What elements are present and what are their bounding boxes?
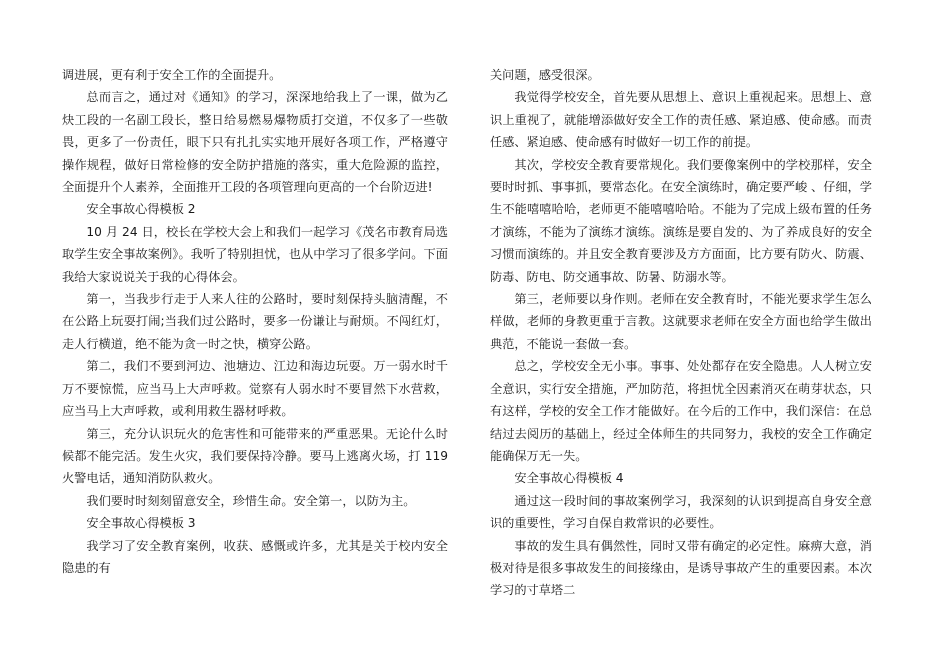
paragraph: 总而言之，通过对《通知》的学习，深深地给我上了一课，做为乙炔工段的一名副工段长，整日给易燃易爆物质打交道，不仅多了一些敬畏，更多了一份责任，眼下只有扎扎实实地开展好各项工作，严格遵守操作规程，做好日常检修的安全防护措施的落实，重大危险源的监控，全面提升个人素养，全面推开工段的各项管理向更高的一个台阶迈进!	[62, 90, 448, 195]
paragraph: 10 月 24 日，校长在学校大会上和我们一起学习《茂名市教育局选取学生安全事故案例》。我听了特别担忧，也从中学习了很多学问。下面我给大家说说关于我的心得体会。	[62, 224, 448, 284]
paragraph: 我们要时时刻刻留意安全，珍惜生命。安全第一，以防为主。	[86, 493, 416, 508]
paragraph: 总之，学校安全无小事。事事、处处都存在安全隐患。人人树立安全意识，实行安全措施，严加防范，将担忧全因素消灭在萌芽状态，只有这样，学校的安全工作才能做好。在今后的工作中，我们深信：在总结过去阅历的基础上，经过全体师生的共同努力，我校的安全工作确定能确保万无一失。	[490, 359, 872, 463]
paragraph: 我学习了安全教育案例，收获、感慨或许多，尤其是关于校内安全隐患的有	[62, 538, 448, 575]
right-column	[490, 64, 872, 602]
section-heading: 安全事故心得模板 3	[86, 516, 196, 531]
paragraph: 关问题，感受很深。	[490, 68, 600, 82]
paragraph: 第三，老师要以身作则。老师在安全教育时，不能光要求学生怎么样做，老师的身教更重于言教。这就要求老师在安全方面也给学生做出典范，不能说一套做一套。	[490, 292, 872, 351]
paragraph: 第二，我们不要到河边、池塘边、江边和海边玩耍。万一弱水时千万不要惊慌，应当马上大声呼救。觉察有人弱水时不要冒然下水营救，应当马上大声呼救，或利用救生器材呼救。	[62, 359, 448, 419]
paragraph: 其次，学校安全教育要常规化。我们要像案例中的学校那样，安全要时时抓、事事抓，要常态化。在安全演练时，确定要严峻 、仔细，学生不能嘻嘻哈哈，老师更不能嘻嘻哈哈。不能为了完成上级布置的任务才演练，不能为了演练才演练。演练是要自发的、为了养成良好的安全习惯而演练的。并且安全教育要涉及方方面面，比方要有防火、防震、防毒、防电、防交通事故、防暑、防溺水等。	[490, 157, 872, 284]
paragraph: 通过这一段时间的事故案例学习，我深刻的认识到提高自身安全意识的重要性，学习自保自救常识的必要性。	[490, 493, 872, 531]
paragraph: 我觉得学校安全，首先要从思想上、意识上重视起来。思想上、意识上重视了，就能增添做好安全工作的责任感、紧迫感、使命感。而责任感、紧迫感、使命感有时做好一切工作的前提。	[490, 90, 872, 150]
left-column	[62, 64, 448, 579]
section-heading: 安全事故心得模板 4	[514, 471, 624, 486]
section-heading: 安全事故心得模板 2	[86, 202, 196, 217]
paragraph: 事故的发生具有偶然性，同时又带有确定的必定性。麻痹大意，消极对待是很多事故发生的间接缘由，是诱导事故产生的重要因素。本次学习的寸草塔二	[490, 538, 872, 598]
paragraph: 第三，充分认识玩火的危害性和可能带来的严重恶果。无论什么时候都不能完活。发生火灾，我们要保持冷静。要马上逃离火场，打 119 火警电话，通知消防队救火。	[62, 426, 448, 486]
paragraph: 第一，当我步行走于人来人往的公路时，要时刻保持头脑清醒，不在公路上玩耍打闹;当我们过公路时，要多一份谦让与耐烦。不闯红灯，走人行横道，绝不能为贪一时之快，横穿公路。	[62, 292, 448, 351]
paragraph: 调进展，更有利于安全工作的全面提升。	[62, 68, 282, 82]
